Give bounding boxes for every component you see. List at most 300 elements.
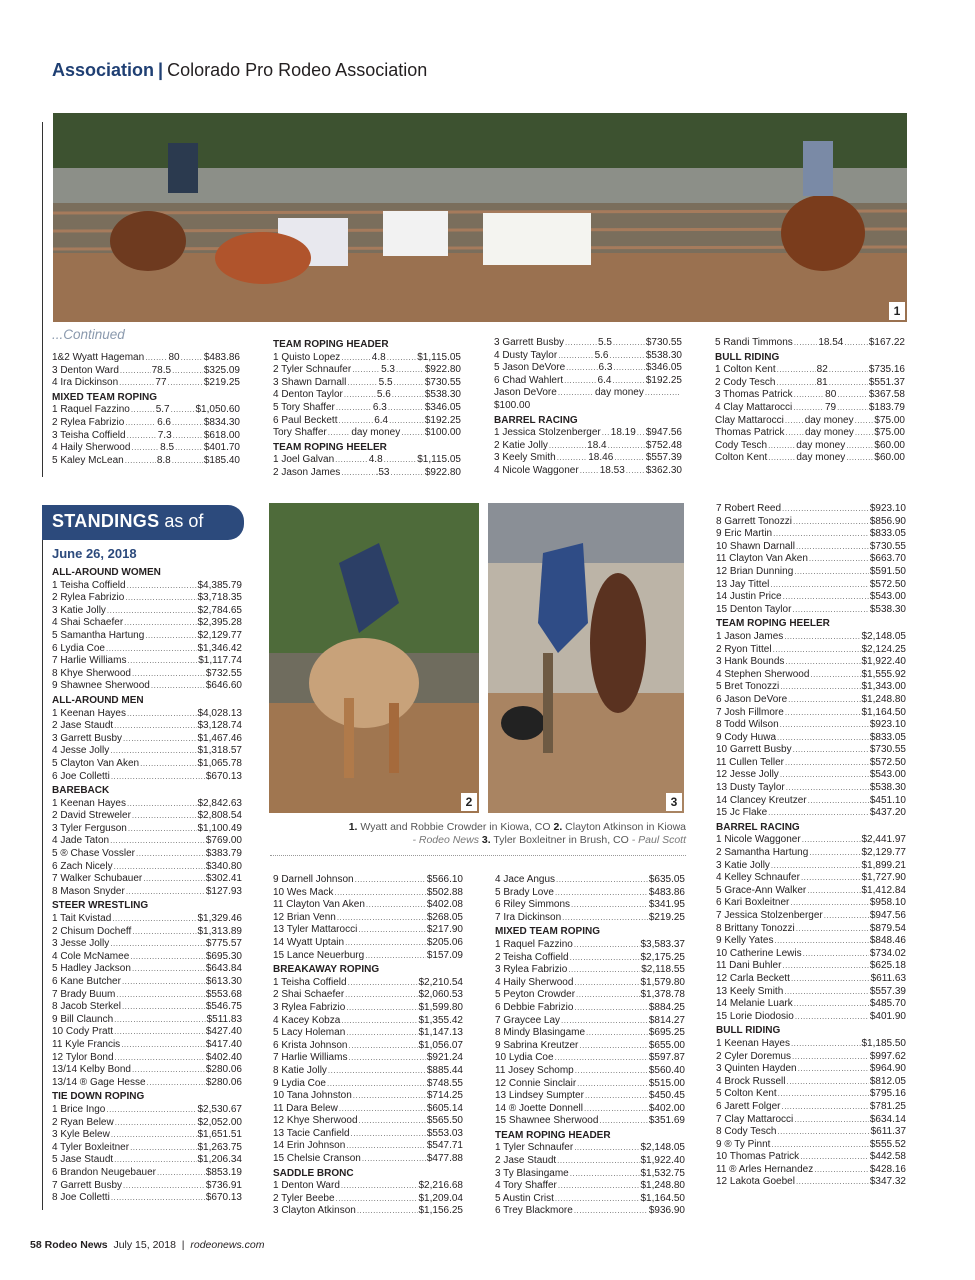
entry-row [716, 604, 906, 617]
entry-name: 14 Justin Price [716, 591, 782, 603]
leader-dots [790, 897, 868, 910]
leader-dots [327, 1078, 426, 1091]
entry-name: 13 Tyler Mattarocci [273, 924, 358, 936]
entry-row [716, 744, 906, 757]
entry-money: $1,343.00 [861, 681, 906, 693]
entry-row [716, 1088, 906, 1101]
leader-dots [785, 656, 860, 669]
entry-row [52, 745, 242, 758]
entry-name: 1 Jason James [716, 630, 784, 642]
leader-dots [157, 1167, 205, 1180]
entry-money: $812.05 [869, 1075, 906, 1087]
entry-row [52, 365, 240, 378]
entry-money: $477.88 [426, 1153, 463, 1165]
entry-money: $566.10 [426, 874, 463, 885]
entry-name: 3 Thomas Patrick [715, 389, 793, 401]
entry-row [52, 404, 240, 417]
leader-dots [337, 912, 426, 925]
entry-money: $205.06 [426, 936, 463, 948]
leader-dots [110, 938, 205, 951]
entry-name: 8 Katie Jolly [273, 1064, 327, 1076]
entry-score: 80 [168, 352, 180, 363]
entry-row [52, 873, 242, 886]
entry-row [52, 1180, 242, 1193]
leader-dots [556, 874, 648, 887]
entry-name: 5 Peyton Crowder [495, 989, 576, 1001]
entry-row [716, 998, 906, 1011]
entry-row [52, 823, 242, 836]
entry-row [716, 553, 906, 566]
entry-row [716, 1114, 906, 1127]
entry-money: $695.25 [648, 1027, 685, 1039]
entry-name: 4 Cole McNamee [52, 950, 130, 962]
entry-name: 2 Teisha Coffield [495, 951, 569, 963]
entry-money: $884.25 [648, 1001, 685, 1013]
entry-money: $1,117.74 [198, 655, 242, 667]
entry-name: 4 Clay Mattarocci [715, 401, 793, 413]
leader-dots [782, 960, 868, 973]
entry-name: 12 Connie Sinclair [495, 1077, 577, 1089]
entry-row [273, 899, 463, 912]
entry-money: $401.90 [869, 1010, 906, 1022]
entry-row [52, 643, 242, 656]
entry-row [716, 1164, 906, 1177]
entry-name: 6 Debbie Fabrizio [495, 1001, 574, 1013]
entry-name: 5 Bret Tonozzi [716, 681, 780, 693]
entry-row [52, 1014, 242, 1027]
entry-name: 2 Tyler Schnaufer [273, 364, 352, 376]
entry-row [273, 1090, 463, 1103]
entry-row [52, 913, 242, 926]
leader-dots [768, 807, 869, 820]
entry-name: 11 Cullen Teller [716, 756, 785, 768]
leader-dots [785, 757, 869, 770]
entry-row [52, 810, 242, 823]
entry-row [716, 694, 906, 707]
entry-score: day money [594, 387, 644, 399]
leader-dots [574, 1142, 639, 1155]
header-separator: | [158, 60, 164, 80]
entry-name: 7 Garrett Busby [52, 1179, 123, 1191]
leader-dots [119, 377, 154, 390]
entry-money: $538.30 [869, 603, 906, 615]
leader-dots [555, 1052, 648, 1065]
entry-money: $192.25 [645, 374, 682, 386]
entry-name: 7 Walker Schubauer [52, 873, 143, 885]
entry-name: 8 Garrett Tonozzi [716, 515, 792, 527]
leader-dots [147, 1077, 205, 1090]
leader-dots [555, 1193, 640, 1206]
entry-name: 9 Bill Claunch [52, 1013, 114, 1025]
entry-name: 9 ® Ty Pinnt [716, 1138, 771, 1150]
standings-column-4 [716, 503, 906, 1189]
entry-row [495, 1103, 685, 1116]
entry-name: Jason DeVore [494, 387, 557, 399]
entry-name: 3 Keely Smith [494, 452, 556, 464]
entry-row [716, 847, 906, 860]
entry-money: $1,115.05 [417, 351, 461, 363]
entry-score: 5.5 [597, 337, 612, 348]
entry-money: $1,651.51 [197, 1129, 242, 1141]
entry-money: $1,115.05 [417, 454, 461, 466]
entry-row [716, 1076, 906, 1089]
entry-score: .53 [375, 466, 390, 478]
leader-dots [780, 719, 869, 732]
leader-dots [394, 377, 424, 390]
entry-row [52, 592, 242, 605]
leader-dots [336, 402, 372, 415]
entry-row [52, 758, 242, 771]
entry-name: 6 Paul Beckett [273, 414, 338, 426]
entry-money: $1,355.42 [418, 1014, 463, 1026]
leader-dots [798, 1063, 869, 1076]
entry-money: $1,147.13 [418, 1027, 463, 1039]
entry-name: 15 Denton Taylor [716, 603, 792, 615]
entry-money: $367.58 [868, 389, 905, 401]
leader-dots [115, 1117, 197, 1130]
leader-dots [151, 680, 205, 693]
entry-row [716, 1126, 906, 1139]
leader-dots [347, 377, 377, 390]
leader-dots [392, 389, 424, 402]
entry-text: $100.00 [494, 399, 531, 411]
standings-column-3 [495, 874, 685, 1218]
entry-money: $437.20 [869, 807, 906, 819]
entry-row [716, 872, 906, 885]
entry-row [716, 860, 906, 873]
entry-money: $3,583.37 [640, 938, 685, 950]
leader-dots [794, 998, 869, 1011]
leader-dots [800, 1151, 869, 1164]
entry-row [495, 1115, 685, 1128]
leader-dots [127, 798, 197, 811]
entry-score: day money [796, 452, 846, 464]
entry-money: $547.71 [426, 1140, 463, 1152]
entry-row [495, 1027, 685, 1040]
entry-money: $1,248.80 [861, 693, 906, 705]
leader-dots [334, 887, 425, 900]
entry-money: $402.00 [648, 1102, 685, 1114]
entry-row [716, 973, 906, 986]
entry-name: 3 Teisha Coffield [52, 429, 126, 441]
leader-dots [802, 834, 861, 847]
entry-row [273, 912, 463, 925]
entry-money: $2,395.28 [197, 617, 242, 629]
leader-dots [846, 452, 873, 465]
entry-name: 11 Dara Belew [273, 1102, 338, 1114]
entry-row [494, 440, 682, 453]
leader-dots [126, 886, 205, 899]
entry-name: 5 Colton Kent [716, 1088, 777, 1100]
entry-name: 1 Colton Kent [715, 364, 776, 376]
entry-row [716, 910, 906, 923]
entry-name: 12 Brian Venn [273, 911, 336, 923]
entry-row [716, 566, 906, 579]
photo-number: 2 [461, 793, 477, 811]
entry-row [716, 541, 906, 554]
entry-score: 4.8 [371, 351, 386, 363]
leader-dots [574, 1205, 648, 1218]
leader-dots [348, 977, 418, 990]
entry-money: $362.30 [645, 464, 682, 476]
entry-name: 1 Brice Ingo [52, 1103, 106, 1115]
leader-dots [771, 860, 861, 873]
entry-money: $769.00 [205, 835, 242, 847]
results-column-4 [715, 337, 905, 465]
leader-dots [114, 1014, 205, 1027]
entry-score: 78.5 [151, 364, 172, 376]
leader-dots [168, 377, 203, 390]
entry-row [52, 951, 242, 964]
leader-dots [778, 1088, 869, 1101]
leader-dots [358, 924, 426, 937]
leader-dots [837, 389, 868, 402]
entry-row [716, 885, 906, 898]
entry-name: 1 Keenan Hayes [716, 1037, 790, 1049]
entry-name: 3 Quinten Hayden [716, 1063, 797, 1075]
leader-dots [809, 553, 869, 566]
entry-money: $2,148.05 [640, 1142, 685, 1154]
entry-name: 11 Josey Schomp [495, 1064, 574, 1076]
entry-name: 5 Grace-Ann Walker [716, 884, 807, 896]
entry-row [273, 364, 461, 377]
entry-row [273, 989, 463, 1002]
entry-row [495, 1090, 685, 1103]
entry-row [715, 440, 905, 453]
entry-money: $341.95 [648, 899, 685, 911]
leader-dots [345, 937, 426, 950]
entry-money: $856.90 [869, 515, 906, 527]
entry-money: $557.39 [869, 985, 906, 997]
entry-name: 15 Shawnee Sherwood [495, 1115, 599, 1127]
entry-row [273, 1103, 463, 1116]
standings-date: June 26, 2018 [52, 546, 137, 561]
entry-row [495, 887, 685, 900]
leader-dots [338, 415, 373, 428]
entry-score: 18.53 [599, 464, 625, 476]
entry-row [52, 1142, 242, 1155]
entry-row [494, 465, 682, 478]
entry-money: $268.05 [426, 911, 463, 923]
entry-name: 10 Catherine Lewis [716, 947, 802, 959]
entry-money: $219.25 [203, 377, 240, 389]
caption-text-3: Tyler Boxleitner in Brush, CO [493, 834, 629, 846]
leader-dots [114, 1026, 205, 1039]
leader-dots [571, 899, 648, 912]
entry-row [273, 1065, 463, 1078]
leader-dots [114, 861, 205, 874]
entry-money: $1,532.75 [640, 1167, 685, 1179]
leader-dots [561, 1015, 648, 1028]
leader-dots [122, 976, 205, 989]
leader-dots [614, 452, 645, 465]
entry-money: $734.02 [869, 947, 906, 959]
entry-score: 5.5 [378, 376, 393, 388]
entry-row [52, 976, 242, 989]
entry-name: 9 Lydia Coe [273, 1077, 326, 1089]
entry-name: 2 David Streweler [52, 810, 131, 822]
entry-name: 9 Shawnee Sherwood [52, 680, 150, 692]
leader-dots [175, 442, 203, 455]
entry-money: $515.00 [648, 1077, 685, 1089]
entry-name: 2 Cody Tesch [715, 376, 776, 388]
leader-dots [112, 913, 196, 926]
entry-row [495, 1205, 685, 1218]
entry-money: $591.50 [869, 565, 906, 577]
entry-row [52, 1104, 242, 1117]
entry-name: 2 Shai Schaefer [273, 989, 345, 1001]
entry-money: $752.48 [645, 439, 682, 451]
page-title: Colorado Pro Rodeo Association [167, 60, 428, 80]
entry-money: $451.10 [869, 794, 906, 806]
entry-row [716, 986, 906, 999]
leader-dots [366, 899, 426, 912]
entry-money: $280.06 [205, 1064, 242, 1076]
entry-row [495, 1040, 685, 1053]
entry-money: $450.45 [648, 1090, 685, 1102]
leader-dots [579, 1040, 647, 1053]
entry-row [716, 528, 906, 541]
entry-row [716, 1011, 906, 1024]
leader-dots [171, 404, 195, 417]
leader-dots [346, 1140, 426, 1153]
entry-money: $185.40 [203, 454, 240, 466]
entry-name: 8 Cody Tesch [716, 1126, 777, 1138]
caption-line-1 [270, 821, 686, 834]
entry-row [52, 1052, 242, 1065]
entry-name: 11 ® Arles Hernandez [716, 1163, 814, 1175]
leader-dots [791, 1038, 861, 1051]
entry-score: day money [804, 414, 854, 426]
leader-dots [584, 1103, 648, 1116]
entry-money: $1,065.78 [197, 757, 242, 769]
leader-dots [335, 454, 368, 467]
entry-name: 4 Kacey Kobza [273, 1014, 341, 1026]
entry-money: $597.87 [648, 1052, 685, 1064]
entry-name: 15 Jc Flake [716, 807, 768, 819]
leader-dots [575, 1065, 648, 1078]
event-heading: SADDLE BRONC [273, 1167, 354, 1179]
entry-row [715, 389, 905, 402]
leader-dots [777, 364, 816, 377]
entry-name: 7 Clay Mattarocci [716, 1113, 794, 1125]
entry-name: 13 Jay Tittel [716, 578, 770, 590]
leader-dots [132, 1064, 205, 1077]
footer-separator: | [181, 1239, 185, 1251]
leader-dots [145, 630, 196, 643]
standings-as-of: as of [164, 511, 204, 531]
leader-dots [351, 1128, 426, 1141]
leader-dots [336, 1193, 418, 1206]
entry-name: 5 Samantha Hartung [52, 629, 145, 641]
leader-dots [136, 848, 205, 861]
entry-money: $1,922.40 [861, 656, 906, 668]
leader-dots [796, 923, 869, 936]
entry-row [495, 1078, 685, 1091]
entry-row [52, 605, 242, 618]
entry-row [52, 1117, 242, 1130]
leader-dots [844, 337, 868, 350]
photo-saddle-bronc [269, 503, 479, 813]
standings-column-1 [52, 565, 242, 1205]
entry-row [52, 455, 240, 468]
entry-name: 3 Rylea Fabrizio [495, 964, 568, 976]
entry-row [716, 719, 906, 732]
entry-row [716, 960, 906, 973]
entry-name: 8 Jacob Sterkel [52, 1001, 121, 1013]
entry-money: $351.69 [648, 1115, 685, 1127]
entry-row [495, 1155, 685, 1168]
leader-dots [130, 1142, 196, 1155]
leader-dots [796, 541, 869, 554]
event-heading: STEER WRESTLING [52, 900, 149, 912]
leader-dots [785, 427, 804, 440]
entry-score: 79 [824, 401, 837, 413]
entry-row [716, 1139, 906, 1152]
leader-dots [557, 1155, 639, 1168]
entry-row [715, 337, 905, 350]
entry-money: $3,128.74 [197, 720, 242, 732]
entry-money: $670.13 [205, 770, 242, 782]
entry-money: $730.55 [869, 744, 906, 756]
entry-money: $346.05 [424, 401, 461, 413]
entry-money: $553.68 [205, 988, 242, 1000]
entry-row [716, 935, 906, 948]
entry-money: $100.00 [424, 427, 461, 439]
entry-name: 14 Melanie Luark [716, 998, 793, 1010]
entry-money: $325.09 [203, 364, 240, 376]
entry-name: 6 Jarett Folger [716, 1100, 781, 1112]
leader-dots [555, 887, 648, 900]
caption-num-1: 1. [348, 821, 358, 833]
leader-dots [345, 989, 417, 1002]
entry-name: 13/14 Kelby Bond [52, 1064, 131, 1076]
entry-row [495, 874, 685, 887]
entry-name: 7 Brady Buum [52, 988, 116, 1000]
entry-row [273, 977, 463, 990]
entry-money: $157.09 [426, 949, 463, 961]
leader-dots [773, 528, 869, 541]
leader-dots [107, 605, 197, 618]
entry-money: $302.41 [205, 873, 242, 885]
entry-name: 12 Tylor Bond [52, 1051, 114, 1063]
entry-name: 13 Dusty Taylor [716, 782, 785, 794]
entry-row [716, 1176, 906, 1189]
entry-name: 4 Jace Angus [495, 874, 556, 885]
entry-row [273, 402, 461, 415]
entry-money: $565.50 [426, 1115, 463, 1127]
caption-num-3: 3. [481, 834, 491, 846]
entry-row [716, 656, 906, 669]
leader-dots [131, 404, 155, 417]
entry-money: $646.60 [205, 680, 242, 692]
leader-dots [855, 427, 874, 440]
entry-name: 8 Mason Snyder [52, 885, 125, 897]
entry-name: 3 Tyler Ferguson [52, 822, 127, 834]
caption-credit-1: - Rodeo News [412, 834, 479, 846]
entry-name: 10 Lydia Coe [495, 1052, 554, 1064]
entry-row [716, 897, 906, 910]
entry-money: $2,441.97 [861, 834, 906, 846]
entry-name: 3 Garrett Busby [494, 337, 565, 348]
entry-name: 2 Chisum Docheff [52, 925, 132, 937]
leader-dots [353, 1090, 426, 1103]
entry-score: 82 [816, 364, 828, 376]
entry-name: 7 Ira Dickinson [495, 911, 562, 923]
continued-label: ...Continued [52, 327, 125, 342]
entry-row [716, 707, 906, 720]
leader-dots [793, 516, 869, 529]
